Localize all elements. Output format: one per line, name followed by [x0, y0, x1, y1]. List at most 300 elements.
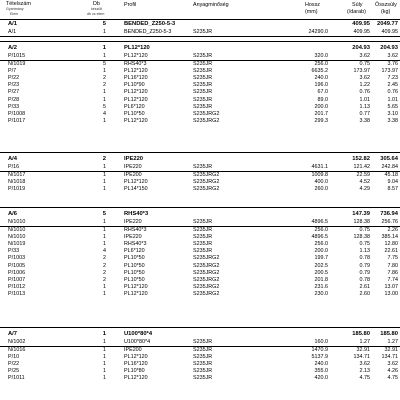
material-cell: S235JR [193, 227, 213, 234]
total-weight-cell: 13.07 [384, 283, 398, 290]
length-cell: 89.0 [317, 96, 328, 103]
length-cell: 4896.5 [311, 234, 328, 241]
item-no-cell: P/16 [8, 164, 20, 170]
qty-cell: 1 [103, 53, 106, 59]
profile-cell: RHS40*3 [124, 227, 147, 234]
header-item-sub2: Elem [10, 11, 19, 16]
assembly-row [0, 44, 400, 53]
unit-weight-cell: 409.95 [353, 29, 370, 35]
profile-cell: IPE220 [124, 164, 142, 170]
length-cell: 420.0 [314, 375, 328, 382]
qty-cell: 1 [103, 339, 106, 345]
part-row [0, 164, 400, 172]
total-weight-cell: 305.64 [380, 156, 398, 162]
length-cell: 231.6 [314, 283, 328, 290]
item-no-cell: P/25 [8, 368, 20, 375]
profile-cell: IPE220 [124, 234, 142, 241]
total-weight-cell: 4.26 [387, 368, 398, 375]
item-no-cell: P/28 [8, 96, 20, 103]
unit-weight-cell: 1.22 [359, 82, 370, 89]
profile-cell: PL10*50 [124, 110, 145, 117]
qty-cell: 4 [103, 248, 106, 255]
material-cell: S235JR [193, 61, 213, 68]
total-weight-cell: 3.62 [387, 53, 398, 59]
part-row [0, 53, 400, 61]
header-item-no: Tételszám [6, 1, 31, 7]
profile-cell: PL12*120 [124, 354, 148, 361]
assembly-row [0, 210, 400, 219]
header-profile: Profil [124, 2, 137, 8]
part-row [0, 375, 400, 382]
unit-weight-cell: 3.62 [359, 75, 370, 82]
total-weight-cell: 13.00 [384, 290, 398, 297]
unit-weight-cell: 1.13 [359, 103, 370, 110]
item-no-cell: N/1019 [8, 241, 26, 248]
part-row [0, 97, 400, 104]
item-no-cell: N/1019 [8, 61, 26, 68]
unit-weight-cell: 128.38 [353, 219, 370, 225]
length-cell: 201.7 [314, 110, 328, 117]
qty-cell: 1 [103, 164, 106, 170]
header-material: Anyagminőség [193, 2, 229, 8]
material-cell: S235JR [193, 241, 213, 248]
material-cell: S235JR [193, 375, 213, 382]
unit-weight-cell: 0.78 [359, 255, 370, 262]
material-cell: S235JR [193, 82, 213, 89]
unit-weight-cell: 4.52 [359, 179, 370, 186]
profile-cell: PL10*50 [124, 262, 145, 269]
unit-weight-cell: 0.75 [359, 227, 370, 234]
total-weight-cell: 12.80 [384, 241, 398, 248]
material-cell: S235JR [193, 354, 213, 361]
unit-weight-cell: 0.79 [359, 262, 370, 269]
part-row [0, 89, 400, 96]
item-no-cell: P/33 [8, 248, 20, 255]
profile-cell: RHS40*3 [124, 61, 147, 68]
material-cell: S235JR [193, 234, 213, 241]
item-no-cell: P/7 [8, 68, 17, 75]
total-weight-cell: 3.10 [387, 110, 398, 117]
item-no-cell: N/1010 [8, 219, 26, 225]
qty-cell: 1 [102, 331, 106, 337]
item-no-cell: P/1007 [8, 276, 26, 283]
length-cell: 1009.8 [311, 172, 328, 179]
header-qty: Db [93, 1, 100, 7]
item-no-cell: P/1005 [8, 262, 26, 269]
unit-weight-cell: 4.75 [359, 375, 370, 382]
qty-cell: 1 [102, 45, 106, 51]
length-cell: 230.0 [314, 290, 328, 297]
profile-cell: PL12*120 [124, 290, 148, 297]
item-no-cell: P/1006 [8, 269, 26, 276]
unit-weight-cell: 0.75 [359, 241, 370, 248]
total-weight-cell: 2.45 [387, 82, 398, 89]
total-weight-cell: 3.38 [387, 117, 398, 124]
qty-cell: 1 [103, 375, 106, 382]
part-row [0, 61, 400, 68]
qty-cell: 1 [103, 234, 106, 241]
material-cell: S235JR [193, 103, 213, 110]
profile-cell: BENDED_Z250-5-3 [124, 29, 172, 35]
length-cell: 240.0 [314, 75, 328, 82]
total-weight-cell: 4.75 [387, 375, 398, 382]
qty-cell: 1 [103, 227, 106, 234]
material-cell: S235JRG2 [193, 172, 220, 179]
item-no-cell: N/1017 [8, 172, 26, 179]
profile-cell: PL14*150 [124, 186, 148, 193]
assembly-group [0, 210, 400, 298]
part-row [0, 75, 400, 82]
length-cell: 1470.9 [311, 347, 328, 354]
total-weight-cell: 5.65 [387, 103, 398, 110]
assembly-group [0, 20, 400, 37]
total-weight-cell: 45.18 [384, 172, 398, 179]
item-no-cell: P/10 [8, 354, 20, 361]
total-weight-cell: 1.27 [387, 339, 398, 345]
material-cell: S235JR [193, 89, 213, 96]
total-weight-cell: 7.80 [387, 262, 398, 269]
total-weight-cell: 3.76 [387, 61, 398, 68]
profile-cell: IPE220 [124, 156, 144, 162]
assembly-group [0, 155, 400, 193]
length-cell: 256.0 [314, 241, 328, 248]
item-no-cell: N/1010 [8, 227, 26, 234]
item-no-cell: A/2 [8, 45, 18, 51]
item-no-cell: P/1003 [8, 255, 26, 262]
material-cell: S235JR [193, 347, 213, 354]
total-weight-cell: 185.80 [380, 331, 398, 337]
profile-cell: PL6*120 [124, 248, 145, 255]
unit-weight-cell: 2.61 [359, 283, 370, 290]
length-cell: 67.0 [317, 89, 328, 96]
part-row [0, 111, 400, 118]
total-weight-cell: 7.75 [387, 255, 398, 262]
qty-cell: 5 [103, 61, 106, 68]
header-unit-weight: Súly [352, 2, 363, 8]
qty-cell: 1 [103, 368, 106, 375]
item-no-cell: N/1002 [8, 339, 26, 345]
total-weight-cell: 256.76 [381, 219, 398, 225]
qty-cell: 1 [103, 172, 106, 179]
total-weight-cell: 0.76 [387, 89, 398, 96]
unit-weight-cell: 121.42 [353, 164, 370, 170]
unit-weight-cell: 152.82 [352, 156, 370, 162]
header-length: Hossz [305, 2, 320, 8]
material-cell: S235JRG2 [193, 269, 220, 276]
length-cell: 400.0 [314, 179, 328, 186]
length-cell: 24290.0 [308, 29, 328, 35]
qty-cell: 2 [103, 269, 106, 276]
profile-cell: BENDED_Z250-5-3 [124, 21, 176, 27]
group-separator [0, 327, 400, 328]
part-row [0, 255, 400, 262]
group-separator [0, 207, 400, 208]
assembly-row [0, 330, 400, 339]
material-cell: S235JR [193, 164, 213, 170]
material-cell: S235JRG2 [193, 283, 220, 290]
qty-cell: 1 [103, 290, 106, 297]
part-row [0, 29, 400, 37]
total-weight-cell: 32.91 [384, 347, 398, 354]
assembly-row [0, 20, 400, 29]
material-cell: S235JR [193, 339, 213, 345]
unit-weight-cell: 0.79 [359, 269, 370, 276]
total-weight-cell: 173.97 [381, 68, 398, 75]
profile-cell: PL12*120 [124, 45, 150, 51]
length-cell: 256.0 [314, 227, 328, 234]
item-no-cell: P/1017 [8, 117, 26, 124]
qty-cell: 1 [103, 361, 106, 368]
item-no-cell: P/1012 [8, 283, 26, 290]
profile-cell: RHS40*3 [124, 241, 147, 248]
profile-cell: PL12*120 [124, 53, 148, 59]
profile-cell: IPE220 [124, 219, 142, 225]
unit-weight-cell: 1.01 [359, 96, 370, 103]
total-weight-cell: 1.01 [387, 96, 398, 103]
total-weight-cell: 2049.77 [377, 21, 398, 27]
part-row [0, 227, 400, 234]
unit-weight-cell: 32.91 [356, 347, 370, 354]
item-no-cell: A/4 [8, 156, 18, 162]
unit-weight-cell: 3.38 [359, 117, 370, 124]
material-cell: S235JR [193, 368, 213, 375]
length-cell: 200.0 [314, 248, 328, 255]
part-row [0, 354, 400, 361]
part-row [0, 339, 400, 347]
profile-cell: PL10*50 [124, 269, 145, 276]
total-weight-cell: 7.86 [387, 269, 398, 276]
length-cell: 200.5 [314, 269, 328, 276]
total-weight-cell: 22.61 [384, 248, 398, 255]
total-weight-cell: 2.26 [387, 227, 398, 234]
qty-cell: 5 [103, 103, 106, 110]
material-cell: S235JR [193, 219, 213, 225]
total-weight-cell: 3.62 [387, 361, 398, 368]
qty-cell: 5 [102, 21, 106, 27]
qty-cell: 4 [103, 110, 106, 117]
qty-cell: 1 [103, 354, 106, 361]
part-row [0, 270, 400, 277]
item-no-cell: P/1015 [8, 53, 26, 59]
profile-cell: U100*80*4 [124, 331, 153, 337]
part-row [0, 277, 400, 284]
material-cell: S235JRG2 [193, 117, 220, 124]
group-separator [0, 41, 400, 42]
material-cell: S235JR [193, 53, 213, 59]
qty-cell: 1 [103, 117, 106, 124]
unit-weight-cell: 3.62 [359, 361, 370, 368]
length-cell: 196.0 [314, 82, 328, 89]
material-cell: S235JRG2 [193, 179, 220, 186]
qty-cell: 2 [102, 156, 106, 162]
item-no-cell: N/1010 [8, 234, 26, 241]
unit-weight-cell: 204.93 [352, 45, 370, 51]
length-cell: 320.0 [314, 53, 328, 59]
material-cell: S235JR [193, 68, 213, 75]
item-no-cell: A/1 [8, 29, 17, 35]
total-weight-cell: 385.14 [381, 234, 398, 241]
unit-weight-cell: 409.95 [352, 21, 370, 27]
profile-cell: PL12*120 [124, 179, 148, 186]
profile-cell: PL6*120 [124, 103, 145, 110]
part-row [0, 263, 400, 270]
qty-cell: 1 [103, 347, 106, 354]
unit-weight-cell: 22.59 [356, 172, 370, 179]
profile-cell: PL12*120 [124, 283, 148, 290]
item-no-cell: P/1019 [8, 186, 26, 193]
item-no-cell: A/1 [8, 21, 18, 27]
profile-cell: PL12*120 [124, 96, 148, 103]
material-cell: S235JRG2 [193, 276, 220, 283]
assembly-row [0, 155, 400, 164]
part-row [0, 291, 400, 298]
material-cell: S235JR [193, 248, 213, 255]
material-cell: S235JR [193, 361, 213, 368]
qty-cell: 1 [103, 179, 106, 186]
qty-cell: 1 [103, 186, 106, 193]
profile-cell: PL12*120 [124, 89, 148, 96]
qty-cell: 2 [103, 276, 106, 283]
length-cell: 6635.2 [311, 68, 328, 75]
material-cell: S235JRG2 [193, 186, 220, 193]
part-row [0, 186, 400, 193]
part-row [0, 368, 400, 375]
profile-cell: PL12*120 [124, 117, 148, 124]
qty-cell: 2 [103, 82, 106, 89]
length-cell: 5137.9 [311, 354, 328, 361]
qty-cell: 1 [103, 219, 106, 225]
material-cell: S235JR [193, 96, 213, 103]
part-row [0, 118, 400, 125]
item-no-cell: A/6 [8, 211, 18, 217]
length-cell: 200.0 [314, 103, 328, 110]
part-row [0, 172, 400, 179]
table-header [0, 0, 400, 20]
total-weight-cell: 204.93 [380, 45, 398, 51]
part-row [0, 179, 400, 186]
material-cell: S235JRG2 [193, 290, 220, 297]
material-cell: S235JR [193, 75, 213, 82]
total-weight-cell: 7.23 [387, 75, 398, 82]
unit-weight-cell: 2.13 [359, 368, 370, 375]
group-separator [0, 152, 400, 153]
item-no-cell: N/1018 [8, 179, 26, 186]
length-cell: 202.5 [314, 262, 328, 269]
item-no-cell: P/23 [8, 82, 20, 89]
profile-cell: RHS40*3 [124, 211, 149, 217]
length-cell: 355.0 [314, 368, 328, 375]
profile-cell: PL12*120 [124, 375, 148, 382]
assembly-group [0, 44, 400, 125]
material-cell: S235JRG2 [193, 262, 220, 269]
profile-cell: U100*80*4 [124, 339, 151, 345]
item-no-cell: P/27 [8, 89, 20, 96]
profile-cell: PL16*120 [124, 361, 148, 368]
unit-weight-cell: 147.39 [352, 211, 370, 217]
profile-cell: IPE200 [124, 347, 142, 354]
length-cell: 256.0 [314, 61, 328, 68]
length-cell: 299.3 [314, 117, 328, 124]
qty-cell: 2 [103, 75, 106, 82]
unit-weight-cell: 0.77 [359, 110, 370, 117]
part-row [0, 82, 400, 89]
qty-cell: 2 [103, 262, 106, 269]
part-row [0, 241, 400, 248]
part-row [0, 234, 400, 241]
unit-weight-cell: 3.62 [359, 53, 370, 59]
header-unit-weight-unit: (/darab) [347, 9, 366, 15]
total-weight-cell: 8.57 [387, 186, 398, 193]
assembly-group [0, 330, 400, 383]
length-cell: 201.8 [314, 276, 328, 283]
unit-weight-cell: 0.76 [359, 89, 370, 96]
total-weight-cell: 9.04 [387, 179, 398, 186]
item-no-cell: P/1008 [8, 110, 26, 117]
profile-cell: PL10*50 [124, 255, 145, 262]
unit-weight-cell: 1.27 [359, 339, 370, 345]
part-row [0, 248, 400, 255]
qty-cell: 1 [103, 29, 106, 35]
qty-cell: 1 [103, 283, 106, 290]
profile-cell: PL12*120 [124, 68, 148, 75]
length-cell: 160.0 [314, 339, 328, 345]
length-cell: 4631.1 [311, 164, 328, 170]
unit-weight-cell: 134.71 [353, 354, 370, 361]
length-cell: 260.0 [314, 186, 328, 193]
profile-cell: PL10*50 [124, 276, 145, 283]
unit-weight-cell: 173.97 [353, 68, 370, 75]
profile-cell: PL10*90 [124, 82, 145, 89]
part-row [0, 68, 400, 75]
item-no-cell: P/22 [8, 75, 20, 82]
qty-cell: 1 [103, 241, 106, 248]
profile-cell: PL10*80 [124, 368, 145, 375]
header-qty-sub1: készült [91, 7, 103, 11]
part-row [0, 361, 400, 368]
material-cell: S235JRG2 [193, 255, 220, 262]
part-row [0, 104, 400, 111]
total-weight-cell: 134.71 [381, 354, 398, 361]
unit-weight-cell: 4.29 [359, 186, 370, 193]
item-no-cell: P/22 [8, 361, 20, 368]
item-no-cell: A/7 [8, 331, 18, 337]
length-cell: 240.0 [314, 361, 328, 368]
total-weight-cell: 409.95 [381, 29, 398, 35]
item-no-cell: P/1011 [8, 375, 25, 382]
profile-cell: PL16*120 [124, 75, 148, 82]
header-item-sub1: Gyártmány [6, 7, 24, 11]
total-weight-cell: 736.94 [380, 211, 398, 217]
length-cell: 199.7 [314, 255, 328, 262]
unit-weight-cell: 1.13 [359, 248, 370, 255]
length-cell: 4896.5 [311, 219, 328, 225]
part-row [0, 219, 400, 227]
qty-cell: 1 [103, 68, 106, 75]
material-cell: S235JR [193, 29, 213, 35]
qty-cell: 1 [103, 89, 106, 96]
item-no-cell: N/1016 [8, 347, 26, 354]
unit-weight-cell: 0.75 [359, 61, 370, 68]
unit-weight-cell: 128.38 [353, 234, 370, 241]
profile-cell: IPE200 [124, 172, 142, 179]
header-total-weight-unit: (kg) [381, 9, 391, 15]
item-no-cell: P/1013 [8, 290, 26, 297]
part-row [0, 284, 400, 291]
total-weight-cell: 242.84 [381, 164, 398, 170]
header-qty-sub2: db cs elem [87, 11, 105, 16]
part-row [0, 347, 400, 354]
unit-weight-cell: 2.60 [359, 290, 370, 297]
